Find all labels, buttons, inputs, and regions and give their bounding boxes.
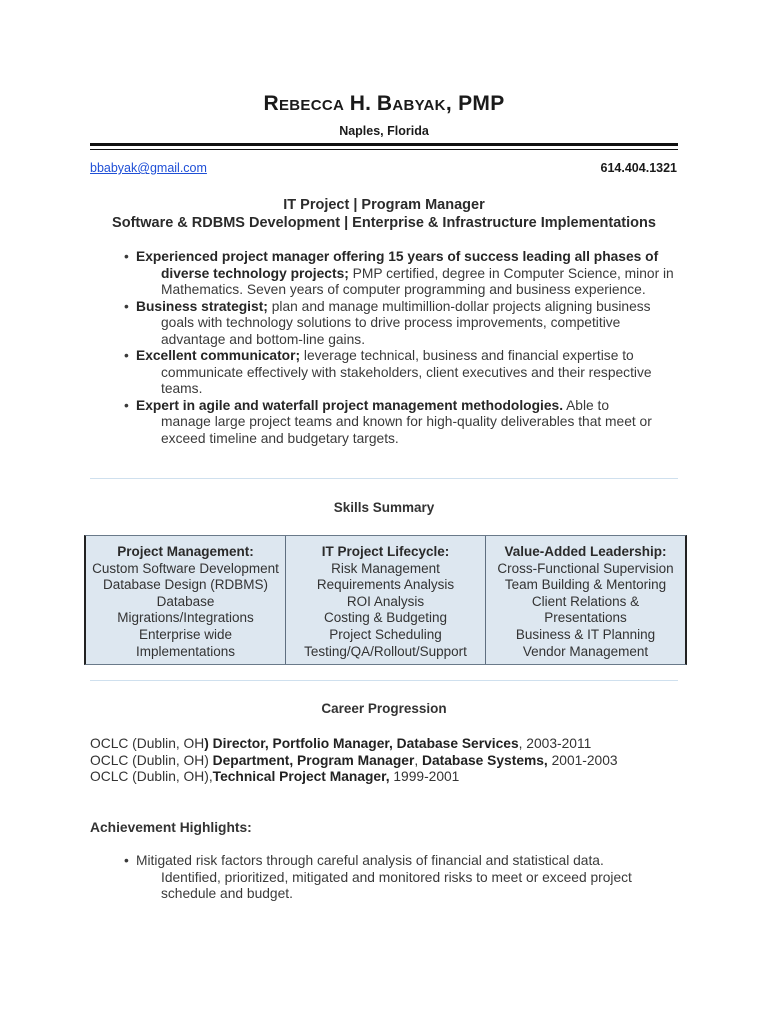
skills-title: Skills Summary <box>333 500 435 515</box>
bullet-icon: • <box>124 397 129 413</box>
section-divider <box>90 478 678 479</box>
career-title: Career Progression <box>321 701 447 716</box>
headline-subtitle: Software & RDBMS Development | Enterprise & Infrastructure Implementations <box>112 215 656 231</box>
summary-bullet: • Business strategist; plan and manage multimillion-dollar projects aligning business goals with technology solutions to drive process improvements, competitive advantage and bottom-line gains. <box>124 298 651 347</box>
summary-bullet: • Excellent communicator; leverage technical, business and financial expertise to communicate effectively with stakeholders, client executives and their respective teams. <box>124 348 652 396</box>
header-rule-thick <box>90 143 678 146</box>
skills-column: Project Management: Custom Software Development Database Design (RDBMS) Database Migrations/Integrations Enterprise wide Implementations <box>92 544 279 659</box>
location: Naples, Florida <box>339 124 429 138</box>
email-link[interactable]: bbabyak@gmail.com <box>90 161 207 175</box>
career-row: OCLC (Dublin, OH),Technical Project Manager, 1999-2001 <box>90 769 460 785</box>
candidate-name: REBECCA H. BABYAK, PMP <box>263 92 505 115</box>
bullet-icon: • <box>124 298 129 314</box>
summary-bullets <box>124 249 684 447</box>
header-rule-thin <box>90 149 678 150</box>
achievements-list <box>124 853 684 903</box>
skills-table <box>84 535 687 665</box>
phone-number: 614.404.1321 <box>600 161 677 175</box>
bullet-icon: • <box>124 853 129 868</box>
summary-bullet: • Experienced project manager offering 15 years of success leading all phases of diverse technology projects; PMP certified, degree in Computer Science, minor in Mathematics. Seven years of computer programming and business experience. <box>124 249 674 297</box>
career-list <box>90 736 618 786</box>
achievements-title: Achievement Highlights: <box>90 820 252 835</box>
bullet-icon: • <box>124 249 129 264</box>
skills-column: IT Project Lifecycle: Risk Management Requirements Analysis ROI Analysis Costing & Budgeting Project Scheduling Testing/QA/Rollout/Support <box>285 536 485 664</box>
bullet-icon: • <box>124 348 129 363</box>
summary-bullet: • Expert in agile and waterfall project management methodologies. Able to manage large project teams and known for high-quality deliverables that meet or exceed timeline and budgetary targets. <box>124 397 652 446</box>
career-row: OCLC (Dublin, OH) Department, Program Manager, Database Systems, 2001-2003 <box>90 752 618 768</box>
section-divider <box>90 680 678 681</box>
skills-column: Value-Added Leadership: Cross-Functional Supervision Team Building & Mentoring Client Relations & Presentations Business & IT Planning Vendor Management <box>485 536 685 664</box>
headline-title: IT Project | Program Manager <box>283 197 485 213</box>
achievement-item: • Mitigated risk factors through careful analysis of financial and statistical data. Identified, prioritized, mitigated and monitored risks to meet or exceed project schedule and budget. <box>124 853 632 902</box>
career-row: OCLC (Dublin, OH) Director, Portfolio Manager, Database Services, 2003-2011 <box>90 736 592 751</box>
